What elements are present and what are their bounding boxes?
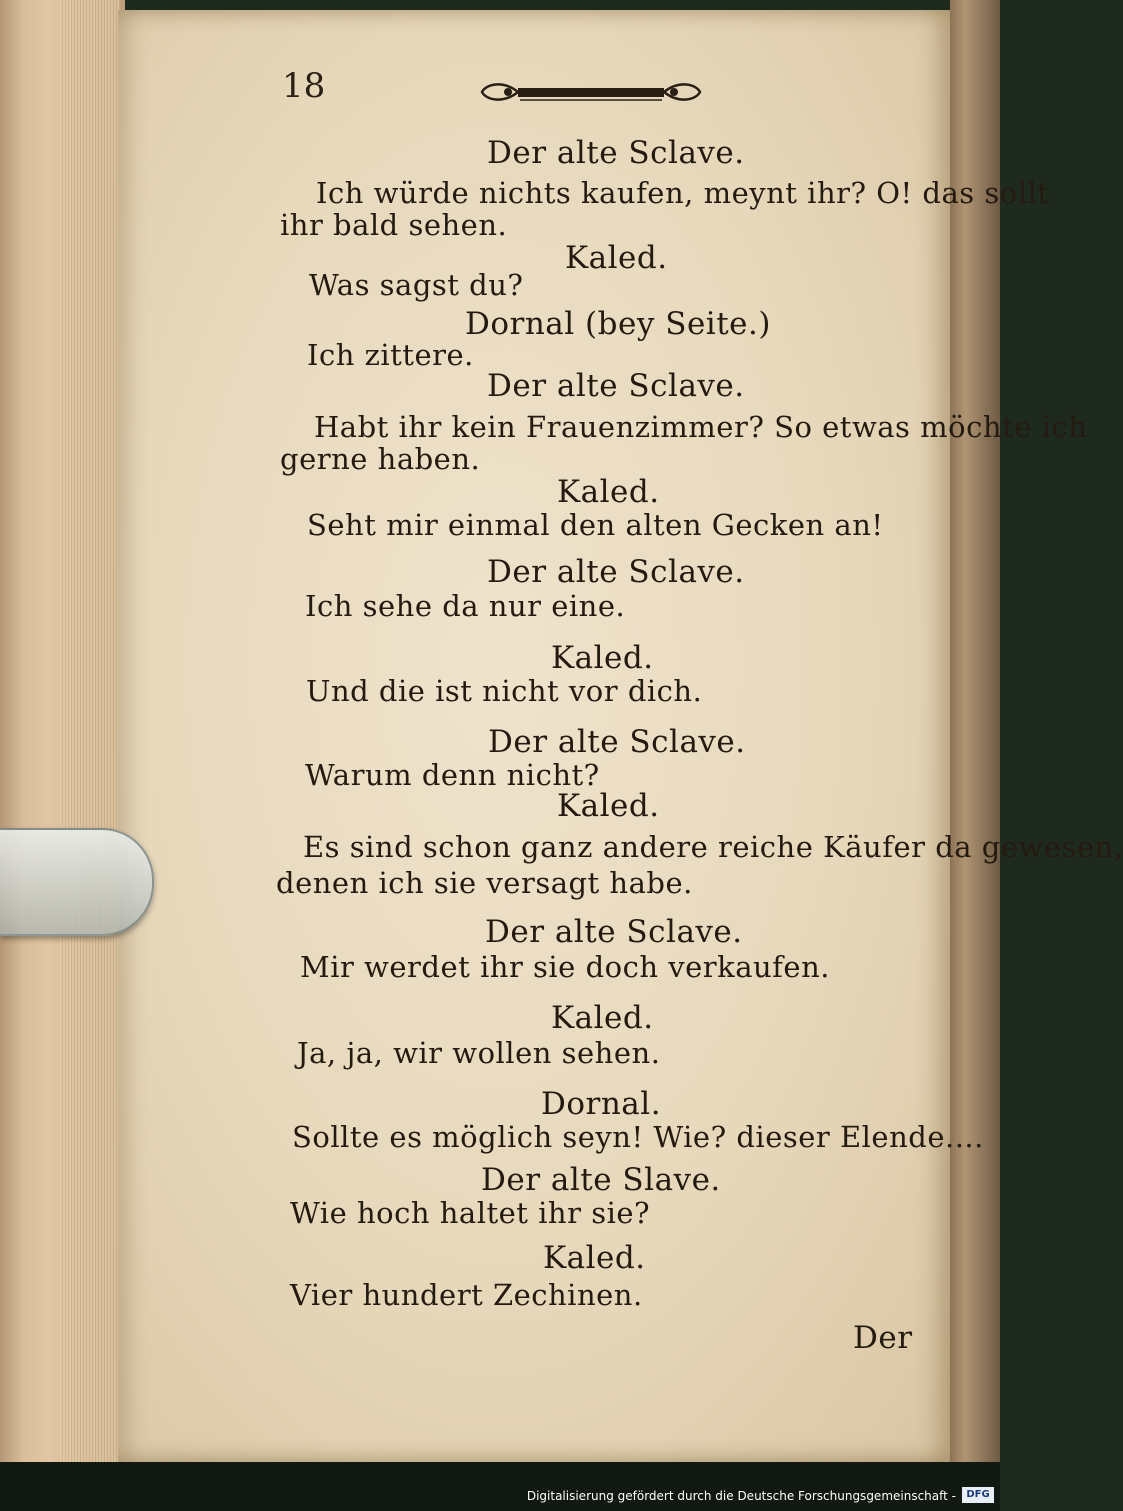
speaker-heading: Der alte Sclave. [487, 135, 745, 171]
dfg-logo: DFG [962, 1487, 994, 1503]
speaker-heading: Kaled. [551, 1000, 654, 1036]
header-ornament [478, 78, 704, 108]
speech-line: Sollte es möglich seyn! Wie? dieser Elende.... [292, 1120, 984, 1154]
speaker-heading: Der alte Sclave. [487, 368, 745, 404]
speaker-heading: Der alte Slave. [481, 1162, 721, 1198]
speech-line: Habt ihr kein Frauenzimmer? So etwas möchte ich [314, 410, 1088, 444]
book-spine [950, 0, 1000, 1462]
speech-line: Ich zittere. [307, 338, 474, 372]
speaker-heading: Dornal (bey Seite.) [465, 306, 771, 342]
speaker-heading: Der alte Sclave. [487, 554, 745, 590]
speech-line: Warum denn nicht? [305, 758, 600, 792]
book-page-edges [0, 0, 125, 1462]
speaker-heading: Kaled. [557, 474, 660, 510]
speech-line: Vier hundert Zechinen. [290, 1278, 643, 1312]
page-number: 18 [282, 66, 326, 106]
speech-line: Wie hoch haltet ihr sie? [290, 1196, 651, 1230]
stacked-pages [60, 0, 120, 1462]
speaker-heading: Der alte Sclave. [485, 914, 743, 950]
catchword: Der [853, 1320, 913, 1356]
speaker-heading: Dornal. [541, 1086, 662, 1122]
speech-line: denen ich sie versagt habe. [276, 866, 693, 900]
page-holder-clip [0, 828, 154, 936]
speech-line: Ich sehe da nur eine. [305, 589, 626, 623]
speech-line: Seht mir einmal den alten Gecken an! [307, 508, 884, 542]
speaker-heading: Kaled. [551, 640, 654, 676]
speech-line: Ich würde nichts kaufen, meynt ihr? O! das sollt [316, 176, 1050, 210]
speaker-heading: Kaled. [565, 240, 668, 276]
speech-line: Ja, ja, wir wollen sehen. [297, 1036, 661, 1070]
speech-line: Und die ist nicht vor dich. [306, 674, 703, 708]
speech-line: gerne haben. [280, 442, 481, 476]
footer-credit: Digitalisierung gefördert durch die Deutsche Forschungsgemeinschaft - [526, 1489, 956, 1503]
speaker-heading: Kaled. [557, 788, 660, 824]
speech-line: ihr bald sehen. [280, 208, 508, 242]
speech-line: Es sind schon ganz andere reiche Käufer da gewesen, [303, 830, 1123, 864]
footer-bar [0, 1462, 1000, 1511]
speaker-heading: Der alte Sclave. [488, 724, 746, 760]
speech-line: Was sagst du? [309, 268, 524, 302]
speaker-heading: Kaled. [543, 1240, 646, 1276]
speech-line: Mir werdet ihr sie doch verkaufen. [300, 950, 830, 984]
